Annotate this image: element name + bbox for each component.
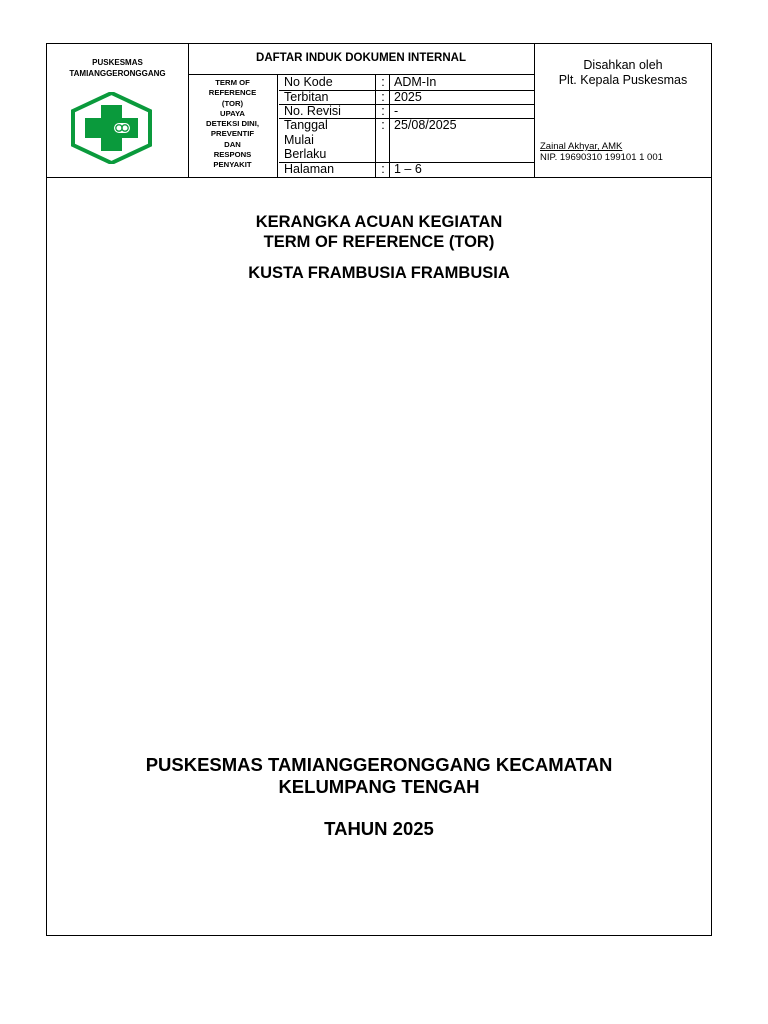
- approval-caption-line: Plt. Kepala Puskesmas: [558, 72, 688, 87]
- document-title-line: KERANGKA ACUAN KEGIATAN: [255, 213, 503, 231]
- info-value: -: [394, 104, 399, 118]
- header-approval-column: [535, 44, 711, 177]
- document-title-line: REFERENCE: [208, 88, 257, 98]
- info-label: No Kode: [279, 75, 376, 90]
- signer-nip: NIP. 19690310 199101 1 001: [540, 152, 663, 163]
- document-title-cell: [188, 75, 278, 177]
- info-label-line: Berlaku: [284, 147, 327, 161]
- document-title-line: TERM OF: [215, 78, 250, 87]
- document-subtitle: KUSTA FRAMBUSIA FRAMBUSIA: [248, 264, 510, 282]
- info-row-issue: [279, 90, 534, 105]
- master-list-title: DAFTAR INDUK DOKUMEN INTERNAL: [256, 52, 466, 64]
- info-label: [279, 118, 376, 162]
- info-value: 1 – 6: [394, 162, 422, 176]
- document-title-line: TERM OF REFERENCE (TOR): [263, 233, 495, 251]
- institution-name-line: PUSKESMAS TAMIANGGERONGGANG KECAMATAN: [145, 754, 613, 775]
- document-title-line: PENYAKIT: [213, 160, 252, 170]
- organization-name-line: PUSKESMAS: [92, 58, 143, 67]
- info-label-line: Tanggal: [284, 118, 328, 132]
- info-label: Terbitan: [279, 90, 376, 104]
- institution-name: [47, 754, 711, 798]
- info-colon: :: [377, 162, 390, 177]
- document-year: TAHUN 2025: [324, 818, 434, 839]
- signer-name: Zainal Akhyar, AMK: [540, 141, 623, 152]
- header-document-column: [188, 44, 535, 177]
- approval-caption: [535, 58, 711, 87]
- info-label-line: Mulai: [284, 132, 314, 147]
- document-title-line: UPAYA: [220, 108, 245, 118]
- info-colon: :: [377, 75, 390, 90]
- document-title-line: DAN: [224, 139, 241, 149]
- info-row-code: [279, 75, 534, 91]
- document-title-line: (TOR): [221, 98, 244, 108]
- info-row-pages: [279, 162, 534, 177]
- document-title: [47, 212, 711, 252]
- info-row-effective-date: [279, 118, 534, 163]
- info-colon: :: [377, 90, 390, 104]
- info-label: Halaman: [279, 162, 376, 177]
- document-page: [46, 43, 712, 936]
- info-value: ADM-In: [394, 75, 437, 89]
- header-logo-column: [47, 44, 189, 177]
- document-title-line: RESPONS: [213, 150, 252, 160]
- institution-name-line: KELUMPANG TENGAH: [278, 776, 480, 797]
- info-colon: :: [377, 118, 390, 162]
- document-info-table: [279, 75, 534, 177]
- info-value: 25/08/2025: [394, 118, 457, 132]
- puskesmas-logo-icon: [71, 92, 152, 164]
- info-label: No. Revisi: [279, 104, 376, 118]
- info-value: 2025: [394, 90, 422, 104]
- approval-caption-line: Disahkan oleh: [583, 58, 663, 72]
- info-row-revision: [279, 104, 534, 119]
- document-title-line: PREVENTIF: [210, 129, 255, 139]
- document-title-line: DETEKSI DINI,: [206, 119, 259, 129]
- organization-name: [47, 57, 188, 79]
- organization-name-line: TAMIANGGERONGGANG: [69, 69, 166, 78]
- info-colon: :: [377, 104, 390, 118]
- document-header: [47, 44, 711, 178]
